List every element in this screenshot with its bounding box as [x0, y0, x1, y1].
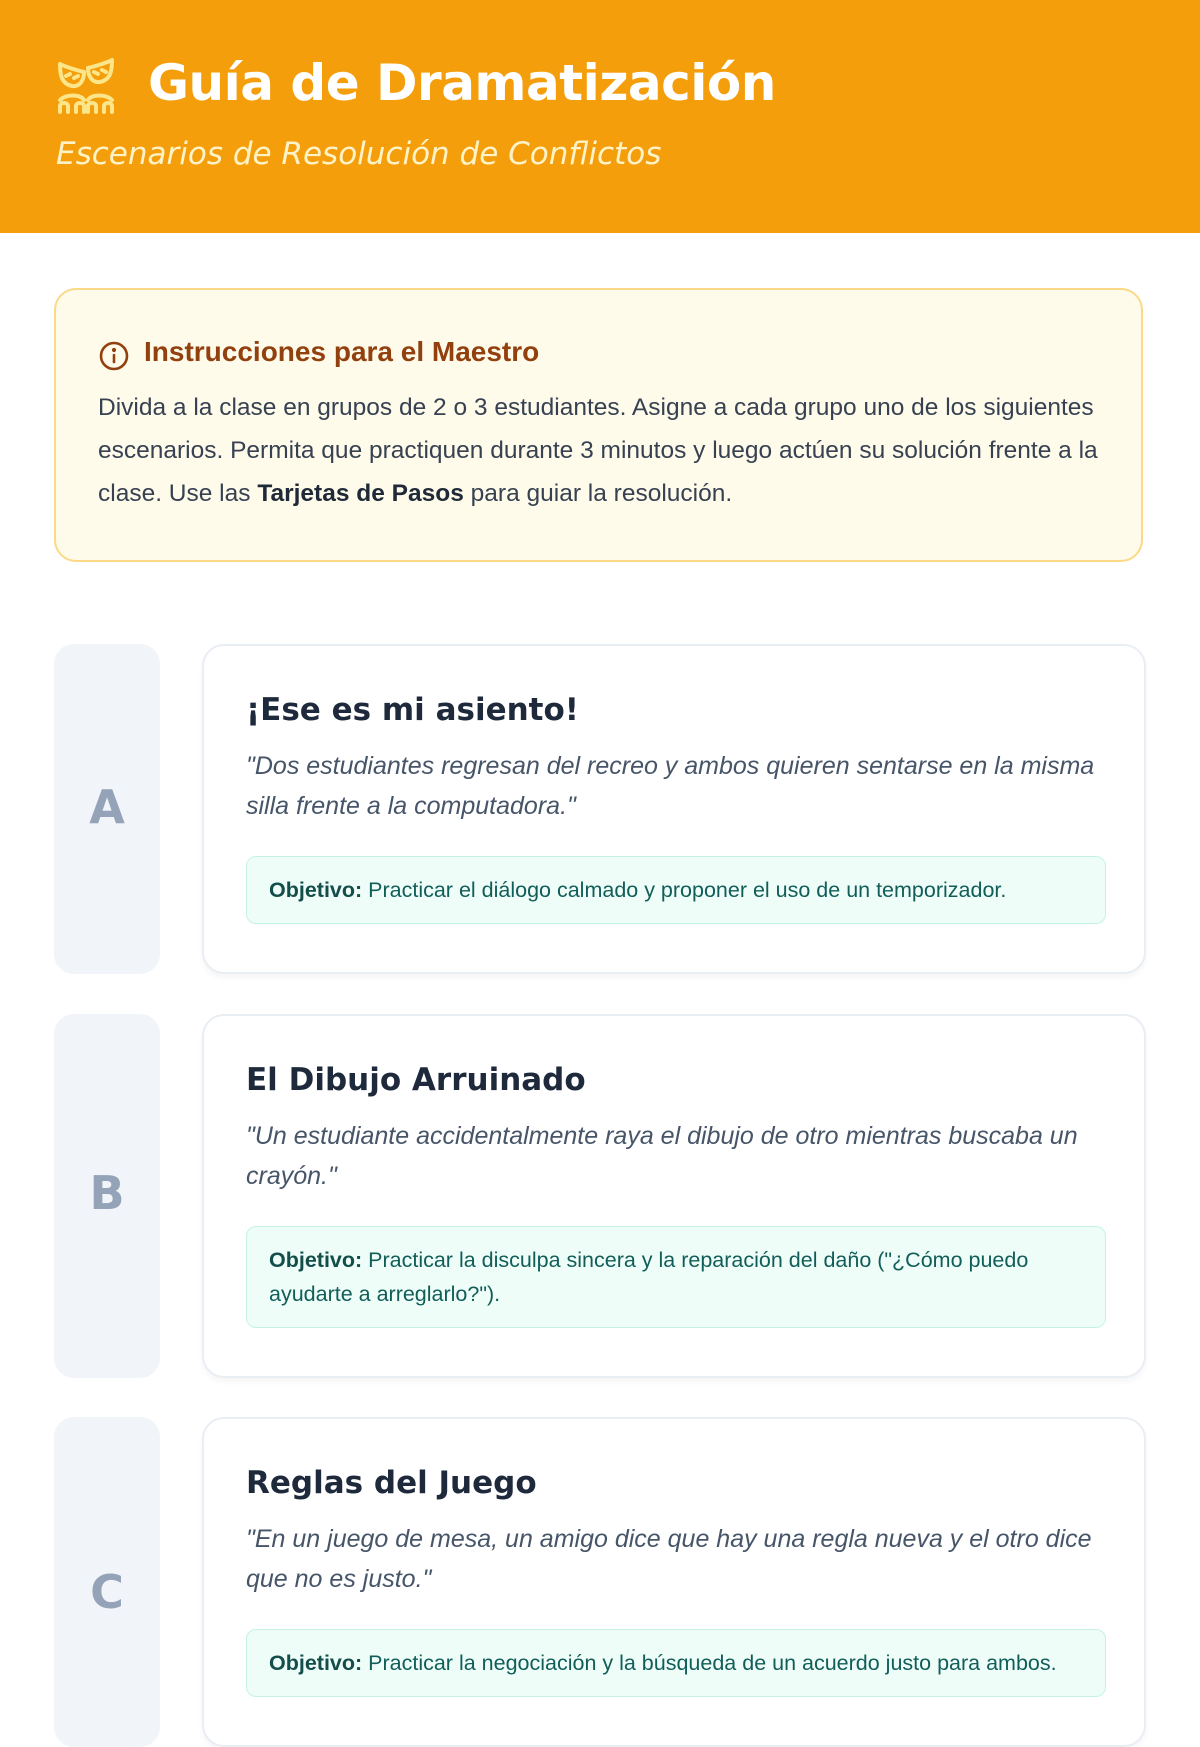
- scenario-letter-column: [54, 1417, 160, 1747]
- scenario-letter: C: [90, 1565, 124, 1619]
- instructions-text-before: Divida a la clase en grupos de 2 o 3 estudiantes. Asigne a cada grupo uno de los siguientes escenarios. Permita que practiquen durante 3 minutos y luego actúen su solución frente a la clase. Use las: [98, 394, 1098, 507]
- page-header: [0, 0, 1200, 233]
- scenario-letter-column: [54, 644, 160, 974]
- instructions-title: Instrucciones para el Maestro: [144, 336, 540, 367]
- teacher-instructions: [54, 288, 1143, 562]
- scenario-title: El Dibujo Arruinado: [246, 1062, 586, 1098]
- objective-text: Practicar la disculpa sincera y la reparación del daño ("¿Cómo puedo ayudarte a arreglarlo?").: [269, 1248, 1029, 1306]
- objective-text: Practicar la negociación y la búsqueda de un acuerdo justo para ambos.: [362, 1651, 1057, 1675]
- scenario-description: "Un estudiante accidentalmente raya el dibujo de otro mientras buscaba un crayón.": [246, 1122, 1078, 1190]
- scenario-objective: [246, 1629, 1106, 1697]
- scenario-description: "En un juego de mesa, un amigo dice que hay una regla nueva y el otro dice que no es justo.": [246, 1525, 1092, 1593]
- instructions-text: [98, 386, 1098, 515]
- scenario-description: "Dos estudiantes regresan del recreo y ambos quieren sentarse en la misma silla frente a la computadora.": [246, 752, 1095, 820]
- scenario-letter: B: [89, 1166, 125, 1220]
- scenario-objective: [246, 856, 1106, 924]
- scenario-objective: [246, 1226, 1106, 1328]
- instructions-text-bold: Tarjetas de Pasos: [257, 480, 464, 507]
- info-icon: [98, 340, 130, 372]
- scenario-content: [202, 1014, 1146, 1378]
- scenario-card-c: [54, 1417, 1146, 1747]
- scenario-card-b: [54, 1014, 1146, 1378]
- scenario-content: [202, 1417, 1146, 1747]
- scenario-content: [202, 644, 1146, 974]
- scenario-letter: A: [89, 780, 125, 834]
- objective-text: Practicar el diálogo calmado y proponer el uso de un temporizador.: [362, 878, 1007, 902]
- page-subtitle: Escenarios de Resolución de Conflictos: [56, 136, 662, 172]
- scenario-title: ¡Ese es mi asiento!: [246, 692, 579, 728]
- scenario-card-a: [54, 644, 1146, 974]
- theater-masks-icon: [54, 56, 118, 120]
- objective-label: Objetivo:: [269, 1248, 363, 1272]
- instructions-text-after: para guiar la resolución.: [463, 480, 733, 507]
- scenario-title: Reglas del Juego: [246, 1465, 537, 1501]
- objective-label: Objetivo:: [269, 1651, 363, 1675]
- scenario-letter-column: [54, 1014, 160, 1378]
- objective-label: Objetivo:: [269, 878, 363, 902]
- page-title: Guía de Dramatización: [148, 54, 776, 112]
